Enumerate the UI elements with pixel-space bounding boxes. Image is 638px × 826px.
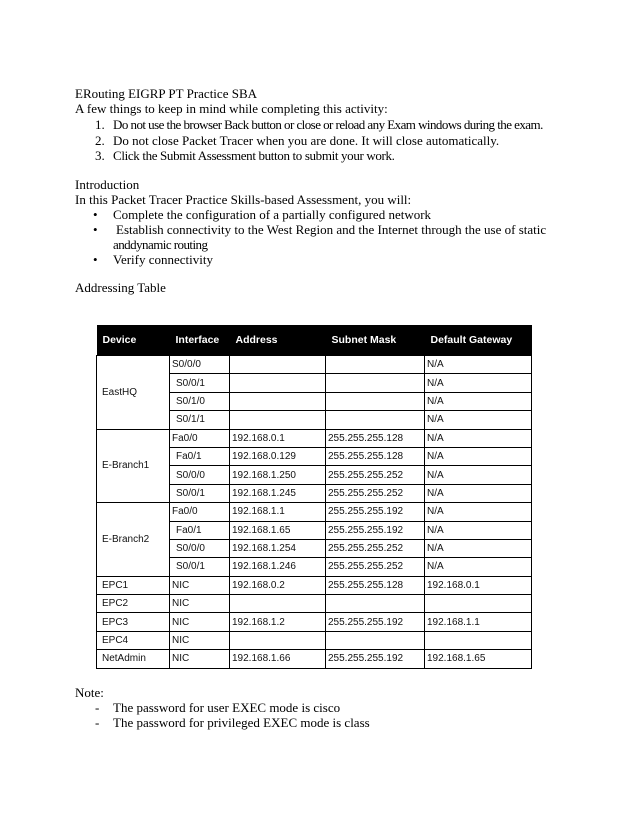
address-cell: 192.168.0.1	[230, 429, 326, 447]
table-row	[97, 595, 532, 613]
address-cell: 192.168.1.2	[230, 613, 326, 631]
default-gateway-cell: 192.168.1.1	[425, 613, 532, 631]
device-cell: E-Branch1	[97, 429, 170, 503]
default-gateway-cell: 192.168.0.1	[425, 576, 532, 594]
default-gateway-cell	[425, 631, 532, 649]
column-header: Address	[230, 325, 326, 356]
address-cell: 192.168.1.65	[230, 521, 326, 539]
default-gateway-cell: 192.168.1.65	[425, 650, 532, 668]
subnet-mask-cell: 255.255.255.252	[326, 466, 425, 484]
rule-number: 1.	[95, 117, 105, 132]
subnet-mask-cell	[326, 374, 425, 392]
interface-cell: S0/0/0	[170, 539, 230, 557]
subnet-mask-cell: 255.255.255.128	[326, 429, 425, 447]
dash-marker: -	[95, 700, 100, 715]
default-gateway-cell: N/A	[425, 429, 532, 447]
address-cell: 192.168.0.129	[230, 447, 326, 465]
subnet-mask-cell: 255.255.255.252	[326, 558, 425, 576]
bullet-text: Verify connectivity	[113, 252, 213, 267]
rule-text: Click the Submit Assessment button to submit your work.	[113, 148, 395, 163]
interface-cell: NIC	[170, 576, 230, 594]
subnet-mask-cell	[326, 631, 425, 649]
addressing-table	[96, 325, 532, 669]
device-cell: EPC3	[97, 613, 170, 631]
interface-cell: S0/0/0	[170, 466, 230, 484]
table-row	[97, 576, 532, 594]
interface-cell: S0/0/1	[170, 558, 230, 576]
table-row	[97, 631, 532, 649]
table-header-row	[97, 325, 532, 356]
address-cell	[230, 356, 326, 374]
address-cell: 192.168.1.66	[230, 650, 326, 668]
subnet-mask-cell: 255.255.255.192	[326, 613, 425, 631]
rule-number: 2.	[95, 133, 105, 148]
interface-cell: NIC	[170, 650, 230, 668]
document-title: ERouting EIGRP PT Practice SBA	[75, 86, 257, 101]
subnet-mask-cell: 255.255.255.252	[326, 484, 425, 502]
rule-number: 3.	[95, 148, 105, 163]
interface-cell: S0/0/1	[170, 374, 230, 392]
bullet-icon: •	[93, 207, 98, 222]
subnet-mask-cell	[326, 411, 425, 429]
device-cell: EPC1	[97, 576, 170, 594]
device-cell: NetAdmin	[97, 650, 170, 668]
subnet-mask-cell	[326, 356, 425, 374]
address-cell: 192.168.1.245	[230, 484, 326, 502]
subnet-mask-cell	[326, 392, 425, 410]
device-cell: EPC2	[97, 595, 170, 613]
addressing-table-heading: Addressing Table	[75, 280, 166, 295]
interface-cell: NIC	[170, 631, 230, 649]
default-gateway-cell: N/A	[425, 374, 532, 392]
introduction-heading: Introduction	[75, 177, 140, 192]
note-text: The password for privileged EXEC mode is class	[113, 715, 370, 730]
interface-cell: S0/1/0	[170, 392, 230, 410]
interface-cell: S0/0/1	[170, 484, 230, 502]
address-cell: 192.168.1.246	[230, 558, 326, 576]
interface-cell: Fa0/1	[170, 521, 230, 539]
address-cell: 192.168.1.250	[230, 466, 326, 484]
default-gateway-cell: N/A	[425, 466, 532, 484]
subnet-mask-cell	[326, 595, 425, 613]
bullet-text: Complete the configuration of a partially configured network	[113, 207, 432, 222]
rule-text: Do not use the browser Back button or close or reload any Exam windows during the exam.	[113, 117, 543, 132]
interface-cell: Fa0/0	[170, 429, 230, 447]
dash-marker: -	[95, 715, 100, 730]
address-cell: 192.168.0.2	[230, 576, 326, 594]
column-header: Default Gateway	[425, 325, 532, 356]
default-gateway-cell: N/A	[425, 392, 532, 410]
interface-cell: S0/0/0	[170, 356, 230, 374]
device-cell: E-Branch2	[97, 503, 170, 577]
default-gateway-cell: N/A	[425, 356, 532, 374]
table-row	[97, 429, 532, 447]
bullet-icon: •	[93, 252, 98, 267]
subnet-mask-cell: 255.255.255.128	[326, 447, 425, 465]
default-gateway-cell: N/A	[425, 521, 532, 539]
interface-cell: NIC	[170, 595, 230, 613]
table-row	[97, 613, 532, 631]
bullet-text-continuation: anddynamic routing	[113, 237, 208, 252]
address-cell	[230, 411, 326, 429]
bullet-text: Establish connectivity to the West Region and the Internet through the use of static	[116, 222, 547, 237]
rule-text: Do not close Packet Tracer when you are done. It will close automatically.	[113, 133, 500, 148]
default-gateway-cell: N/A	[425, 411, 532, 429]
addressing-table-frame	[96, 325, 531, 668]
table-row	[97, 650, 532, 668]
default-gateway-cell: N/A	[425, 503, 532, 521]
subnet-mask-cell: 255.255.255.128	[326, 576, 425, 594]
subnet-mask-cell: 255.255.255.252	[326, 539, 425, 557]
default-gateway-cell	[425, 595, 532, 613]
address-cell: 192.168.1.254	[230, 539, 326, 557]
default-gateway-cell: N/A	[425, 539, 532, 557]
default-gateway-cell: N/A	[425, 558, 532, 576]
note-text: The password for user EXEC mode is cisco	[113, 700, 341, 715]
interface-cell: Fa0/1	[170, 447, 230, 465]
table-row	[97, 503, 532, 521]
device-cell: EPC4	[97, 631, 170, 649]
introduction-text: In this Packet Tracer Practice Skills-based Assessment, you will:	[75, 192, 412, 207]
address-cell	[230, 595, 326, 613]
subnet-mask-cell: 255.255.255.192	[326, 650, 425, 668]
interface-cell: S0/1/1	[170, 411, 230, 429]
column-header: Interface	[170, 325, 230, 356]
subnet-mask-cell: 255.255.255.192	[326, 503, 425, 521]
interface-cell: Fa0/0	[170, 503, 230, 521]
column-header: Subnet Mask	[326, 325, 425, 356]
column-header: Device	[97, 325, 170, 356]
default-gateway-cell: N/A	[425, 447, 532, 465]
subnet-mask-cell: 255.255.255.192	[326, 521, 425, 539]
note-heading: Note:	[75, 685, 104, 700]
address-cell: 192.168.1.1	[230, 503, 326, 521]
interface-cell: NIC	[170, 613, 230, 631]
bullet-icon: •	[93, 222, 98, 237]
table-row	[97, 356, 532, 374]
device-cell: EastHQ	[97, 356, 170, 430]
intro-line: A few things to keep in mind while completing this activity:	[75, 101, 388, 116]
address-cell	[230, 631, 326, 649]
address-cell	[230, 392, 326, 410]
address-cell	[230, 374, 326, 392]
default-gateway-cell: N/A	[425, 484, 532, 502]
